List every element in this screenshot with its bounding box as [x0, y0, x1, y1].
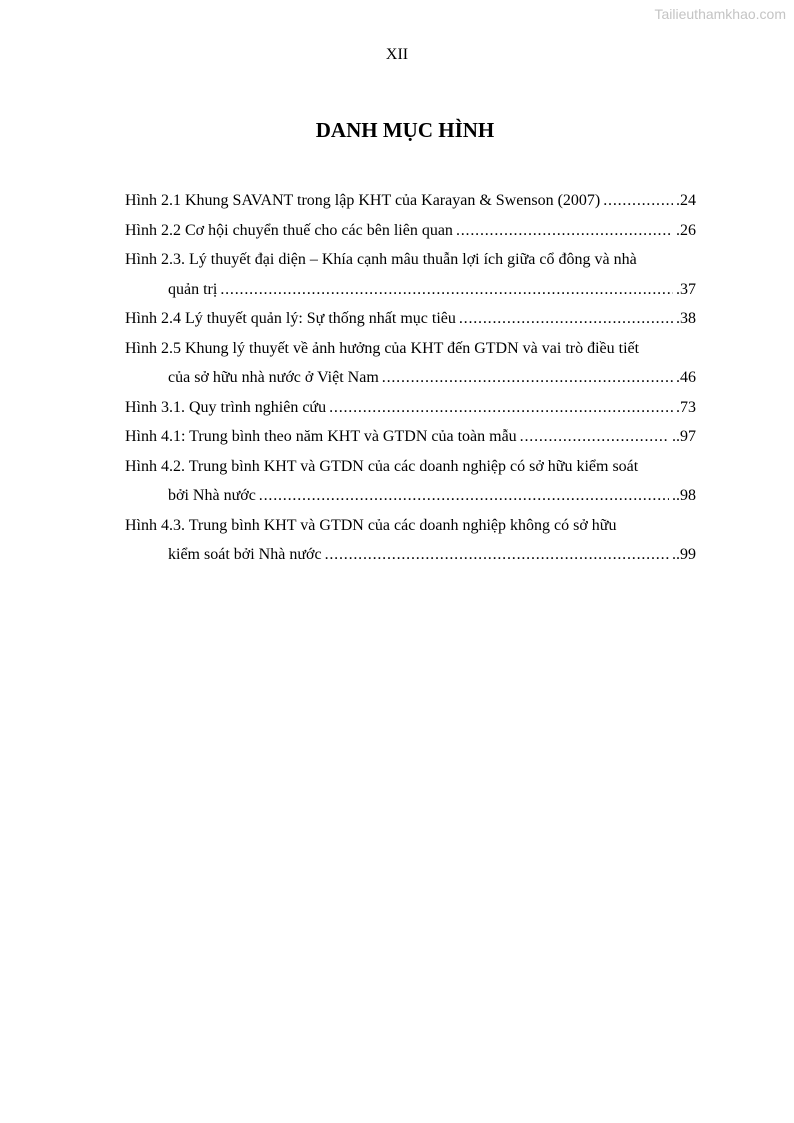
dot-leader [456, 216, 673, 246]
entry-page: .46 [676, 369, 696, 386]
dot-leader [603, 186, 673, 216]
entry-page: ..99 [672, 546, 696, 563]
entry-title: Hình 2.2 Cơ hội chuyển thuế cho các bên liên quan [125, 221, 453, 239]
figure-entry-4-3[interactable] [125, 511, 696, 570]
dot-leader [325, 540, 669, 570]
figure-entry-4-1[interactable] [125, 422, 696, 452]
entry-title-first-line: Hình 2.5 Khung lý thuyết về ảnh hưởng của KHT đến GTDN và vai trò điều tiết [125, 339, 640, 357]
figure-entry-4-2[interactable] [125, 452, 696, 511]
watermark: Tailieuthamkhao.com [654, 6, 786, 22]
entry-title-first-line: Hình 2.3. Lý thuyết đại diện – Khía cạnh mâu thuẫn lợi ích giữa cổ đông và nhà [125, 251, 637, 268]
figure-entry-2-1[interactable] [125, 186, 696, 216]
entry-page: ..97 [672, 428, 696, 445]
dot-leader [520, 422, 669, 452]
figure-entry-2-3[interactable] [125, 245, 696, 304]
figure-entry-3-1[interactable] [125, 393, 696, 423]
entry-title: Hình 4.1: Trung bình theo năm KHT và GTDN của toàn mẫu [125, 428, 517, 445]
entry-page: .73 [676, 398, 696, 416]
figure-entry-2-5[interactable] [125, 334, 696, 393]
dot-leader [220, 275, 673, 305]
entry-title-first-line: Hình 4.2. Trung bình KHT và GTDN của các doanh nghiệp có sở hữu kiểm soát [125, 457, 639, 475]
entry-title: Hình 3.1. Quy trình nghiên cứu [125, 398, 327, 416]
entry-page: .24 [676, 192, 696, 209]
entry-title: của sở hữu nhà nước ở Việt Nam [168, 369, 379, 386]
dot-leader [329, 393, 673, 423]
dot-leader [459, 304, 673, 334]
entry-page: .37 [676, 280, 696, 298]
entry-title: quản trị [168, 280, 218, 298]
entry-title: Hình 2.4 Lý thuyết quản lý: Sự thống nhất mục tiêu [125, 310, 456, 327]
dot-leader [259, 481, 669, 511]
entry-page: .38 [676, 310, 696, 327]
entry-title-first-line: Hình 4.3. Trung bình KHT và GTDN của các doanh nghiệp không có sở hữu [125, 516, 617, 534]
entry-title: Hình 2.1 Khung SAVANT trong lập KHT của Karayan & Swenson (2007) [125, 192, 601, 209]
entry-title: bởi Nhà nước [168, 487, 256, 504]
entry-page: ..98 [672, 487, 696, 504]
entry-page: .26 [676, 221, 696, 239]
entry-title: kiểm soát bởi Nhà nước [168, 546, 322, 563]
dot-leader [382, 363, 673, 393]
figure-entry-2-4[interactable] [125, 304, 696, 334]
page-number: XII [385, 46, 409, 63]
page-title: DANH MỤC HÌNH [315, 118, 495, 142]
figure-entry-2-2[interactable] [125, 216, 696, 246]
figure-list [125, 186, 696, 570]
